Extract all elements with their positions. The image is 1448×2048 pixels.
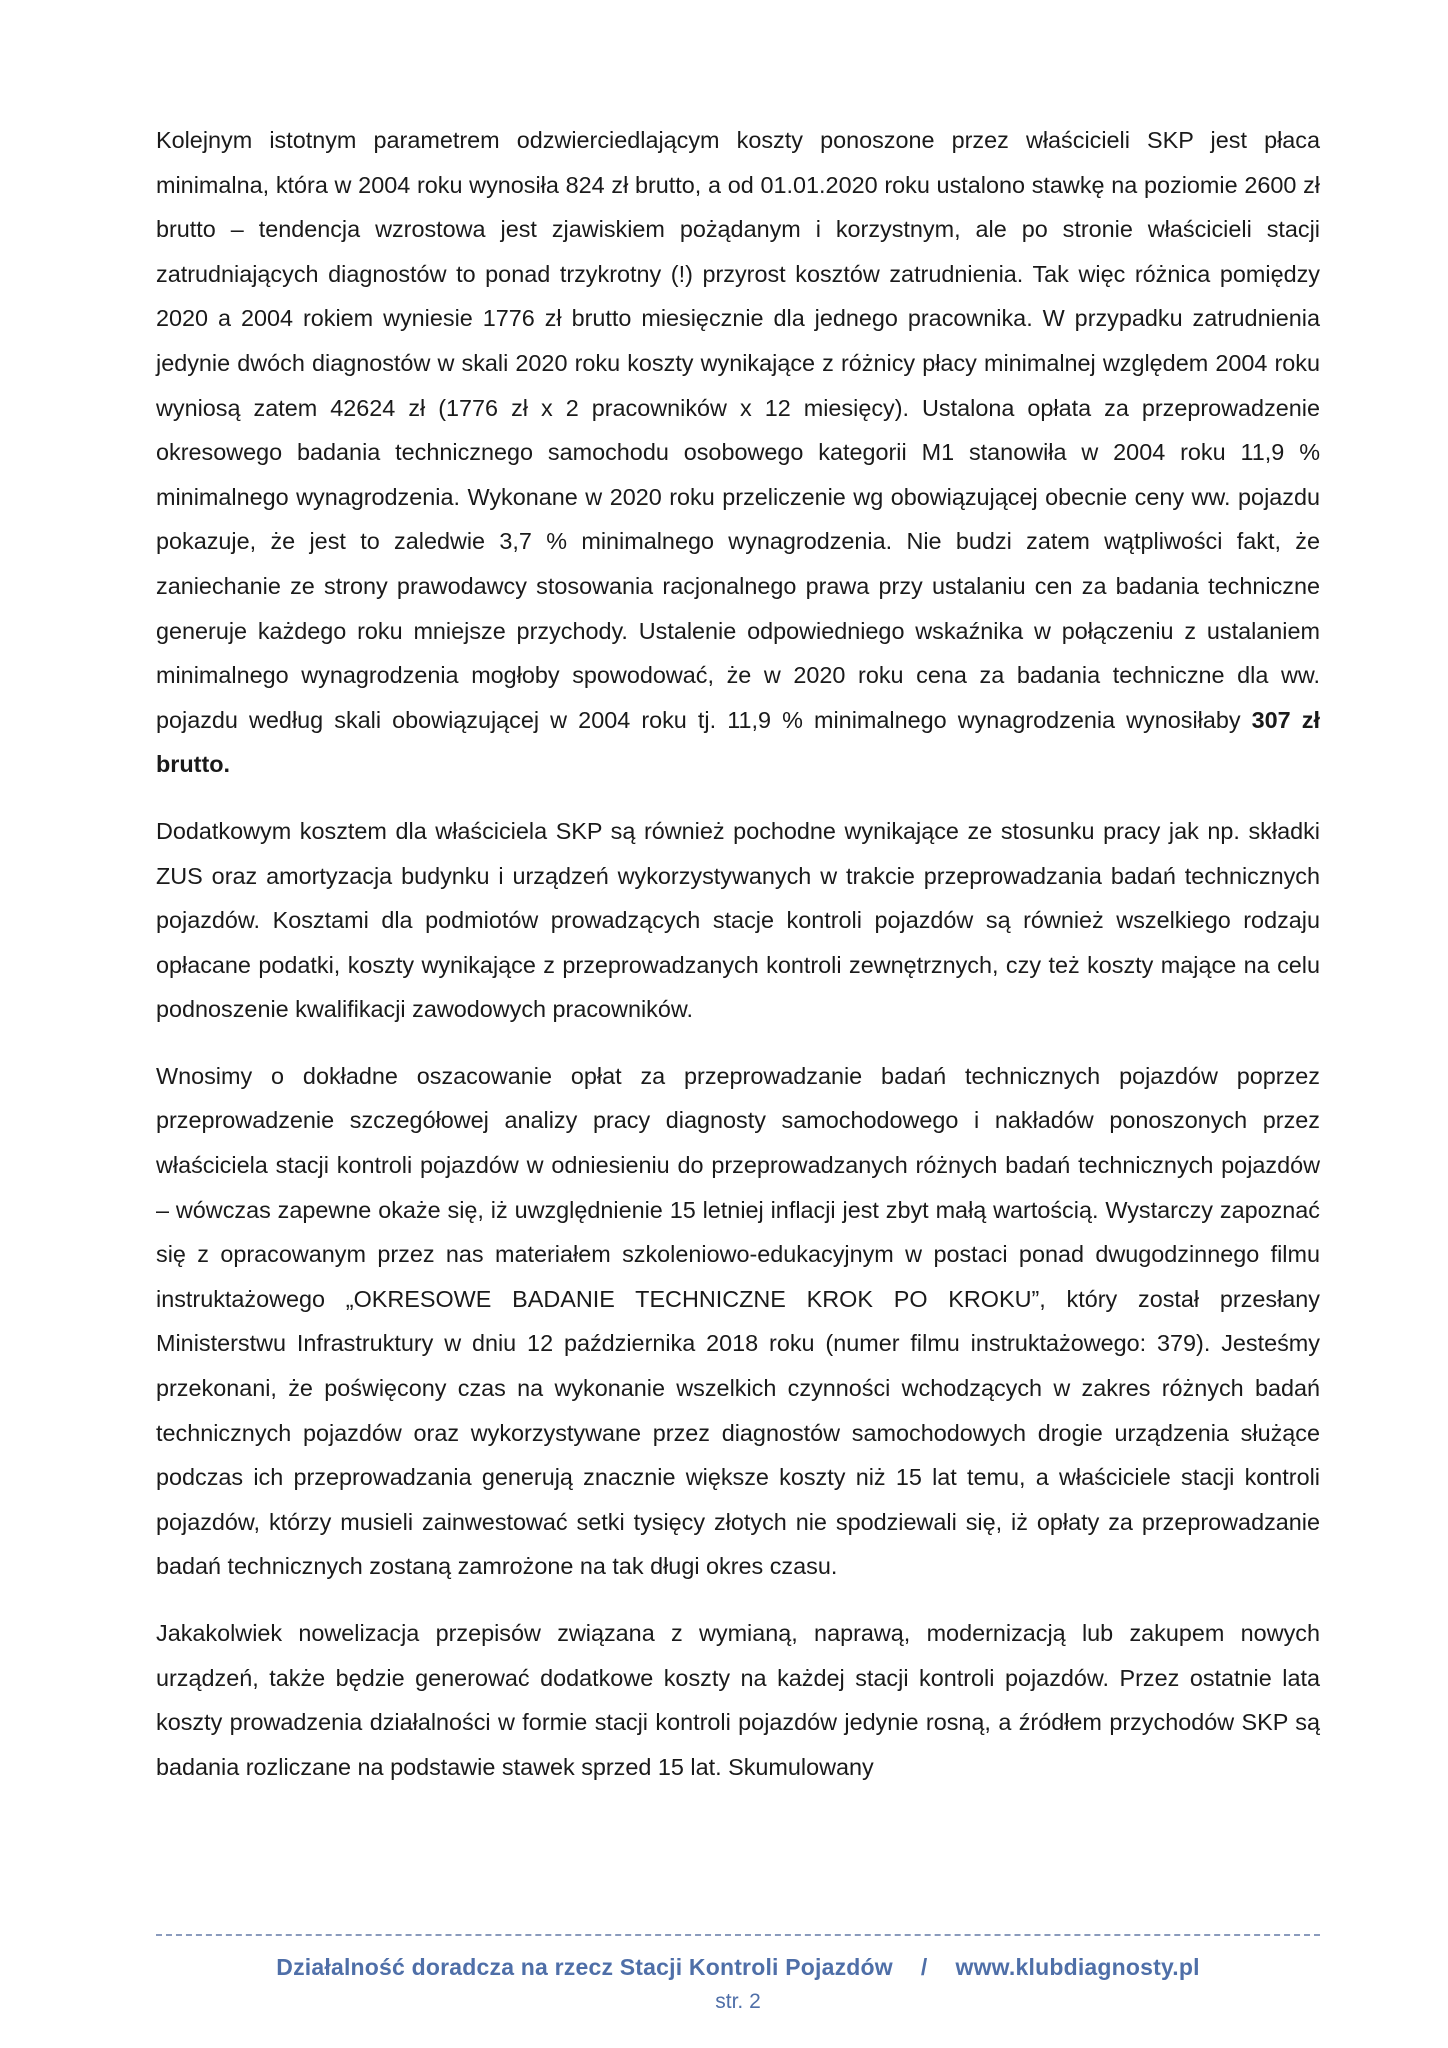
paragraph-text: Wnosimy o dokładne oszacowanie opłat za przeprowadzanie badań technicznych pojazdów poprzez przeprowadzenie szczegółowej analizy pracy diagnosty samochodowego i nakładów ponoszonych przez właściciela stacji kontroli pojazdów w odniesieniu do przeprowadzanych różnych badań technicznych pojazdów – wówczas zapewne okaże się, iż uwzględnienie 15 letniej inflacji jest zbyt małą wartością. Wystarczy zapoznać się z opracowanym przez nas materiałem szkoleniowo-edukacyjnym w postaci ponad dwugodzinnego filmu instruktażowego „OKRESOWE BADANIE TECHNICZNE KROK PO KROKU”, który został przesłany Ministerstwu Infrastruktury w dniu 12 października 2018 roku (numer filmu instruktażowego: 379). Jesteśmy przekonani, że poświęcony czas na wykonanie wszelkich czynności wchodzących w zakres różnych badań technicznych pojazdów oraz wykorzystywane przez diagnostów samochodowych drogie urządzenia służące podczas ich przeprowadzania generują znacznie większe koszty niż 15 lat temu, a właściciele stacji kontroli pojazdów, którzy musieli zainwestować setki tysięcy złotych nie spodziewali się, iż opłaty za przeprowadzanie badań technicznych zostaną zamrożone na tak długi okres czasu.: [156, 1062, 1320, 1580]
footer-organization: Działalność doradcza na rzecz Stacji Kontroli Pojazdów: [276, 1954, 893, 1980]
paragraph-additional-costs: [156, 809, 1320, 1032]
page-number: str. 2: [715, 1990, 761, 2013]
paragraph-fee-estimation: [156, 1054, 1320, 1589]
paragraph-text: Jakakolwiek nowelizacja przepisów związana z wymianą, naprawą, modernizacją lub zakupem nowych urządzeń, także będzie generować dodatkowe koszty na każdej stacji kontroli pojazdów. Przez ostatnie lata koszty prowadzenia działalności w formie stacji kontroli pojazdów jedynie rosną, a źródłem przychodów SKP są badania rozliczane na podstawie stawek sprzed 15 lat. Skumulowany: [156, 1620, 1320, 1780]
footer-separator: /: [920, 1954, 928, 1980]
paragraph-text: Dodatkowym kosztem dla właściciela SKP są również pochodne wynikające ze stosunku pracy jak np. składki ZUS oraz amortyzacja budynku i urządzeń wykorzystywanych w trakcie przeprowadzania badań technicznych pojazdów. Kosztami dla podmiotów prowadzących stacje kontroli pojazdów są również wszelkiego rodzaju opłacane podatki, koszty wynikające z przeprowadzanych kontroli zewnętrznych, czy też koszty mające na celu podnoszenie kwalifikacji zawodowych pracowników.: [156, 817, 1320, 1023]
footer: [156, 1954, 1320, 1981]
footer-divider: [156, 1934, 1320, 1936]
paragraph-text: Kolejnym istotnym parametrem odzwierciedlającym koszty ponoszone przez właścicieli SKP jest płaca minimalna, która w 2004 roku wynosiła 824 zł brutto, a od 01.01.2020 roku ustalono stawkę na poziomie 2600 zł brutto – tendencja wzrostowa jest zjawiskiem pożądanym i korzystnym, ale po stronie właścicieli stacji zatrudniających diagnostów to ponad trzykrotny (!) przyrost kosztów zatrudnienia. Tak więc różnica pomiędzy 2020 a 2004 rokiem wyniesie 1776 zł brutto miesięcznie dla jednego pracownika. W przypadku zatrudnienia jedynie dwóch diagnostów w skali 2020 roku koszty wynikające z różnicy płacy minimalnej względem 2004 roku wyniosą zatem 42624 zł (1776 zł x 2 pracowników x 12 miesięcy). Ustalona opłata za przeprowadzenie okresowego badania technicznego samochodu osobowego kategorii M1 stanowiła w 2004 roku 11,9 % minimalnego wynagrodzenia. Wykonane w 2020 roku przeliczenie wg obowiązującej obecnie ceny ww. pojazdu pokazuje, że jest to zaledwie 3,7 % minimalnego wynagrodzenia. Nie budzi zatem wątpliwości fakt, że zaniechanie ze strony prawodawcy stosowania racjonalnego prawa przy ustalaniu cen za badania techniczne generuje każdego roku mniejsze przychody. Ustalenie odpowiedniego wskaźnika w połączeniu z ustalaniem minimalnego wynagrodzenia mogłoby spowodować, że w 2020 roku cena za badania techniczne dla ww. pojazdu według skali obowiązującej w 2004 roku tj. 11,9 % minimalnego wynagrodzenia wynosiłaby: [156, 127, 1320, 733]
paragraph-amendment: [156, 1611, 1320, 1789]
bold-price: 307 zł brutto.: [156, 706, 1320, 778]
document-body: [156, 118, 1320, 1789]
footer-url-link[interactable]: www.klubdiagnosty.pl: [955, 1954, 1200, 1980]
paragraph-minimum-wage: [156, 118, 1320, 787]
